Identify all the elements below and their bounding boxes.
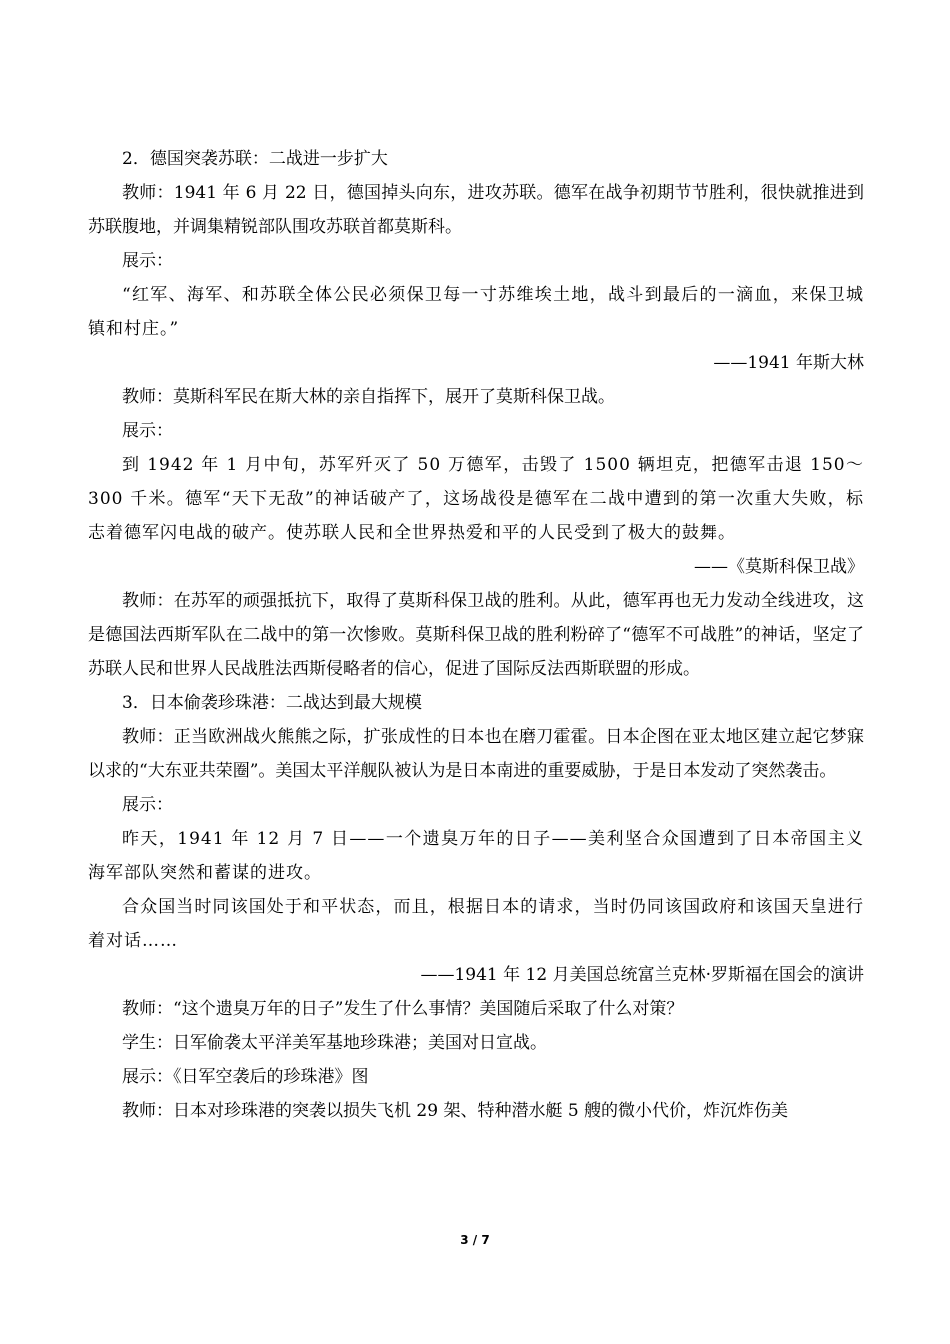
student-paragraph: 学生：日军偷袭太平洋美军基地珍珠港；美国对日宣战。 <box>122 1033 547 1053</box>
teacher-paragraph: 教师：“这个遗臭万年的日子”发生了什么事情？美国随后采取了什么对策？ <box>122 999 684 1019</box>
moscow-quote: 到 1942 年 1 月中旬，苏军歼灭了 50 万德军，击毁了 1500 辆坦克，把德军击退 150～300 千米。德军“天下无敌”的神话破产了，这场战役是德军在二战中遭到的第一次重大失败，标志着德军闪电战的破产。使苏联人民和全世界热爱和平的人民受到了极大的鼓舞。 <box>88 455 864 543</box>
section-heading-3: 3．日本偷袭珍珠港：二战达到最大规模 <box>122 693 422 713</box>
show-label: 展示： <box>122 795 173 815</box>
quote-source: ——1941 年斯大林 <box>713 353 864 373</box>
show-label: 展示： <box>122 421 173 441</box>
show-label: 展示： <box>122 251 173 271</box>
roosevelt-quote-2: 合众国当时同该国处于和平状态，而且，根据日本的请求，当时仍同该国政府和该国天皇进行着对话…… <box>88 897 864 951</box>
quote-source: ——1941 年 12 月美国总统富兰克林·罗斯福在国会的演讲 <box>420 965 864 985</box>
stalin-quote: “红军、海军、和苏联全体公民必须保卫每一寸苏维埃土地，战斗到最后的一滴血，来保卫城镇和村庄。” <box>88 285 864 339</box>
quote-source: ——《莫斯科保卫战》 <box>694 557 864 577</box>
section-heading-2: 2．德国突袭苏联：二战进一步扩大 <box>122 149 388 169</box>
teacher-paragraph: 教师：正当欧洲战火熊熊之际，扩张成性的日本也在磨刀霍霍。日本企图在亚太地区建立起它梦寐以求的“大东亚共荣圈”。美国太平洋舰队被认为是日本南进的重要威胁，于是日本发动了突然袭击。 <box>88 727 864 781</box>
teacher-paragraph: 教师：在苏军的顽强抵抗下，取得了莫斯科保卫战的胜利。从此，德军再也无力发动全线进攻，这是德国法西斯军队在二战中的第一次惨败。莫斯科保卫战的胜利粉碎了“德军不可战胜”的神话，坚定了苏联人民和世界人民战胜法西斯侵略者的信心，促进了国际反法西斯联盟的形成。 <box>88 591 864 679</box>
teacher-paragraph: 教师：1941 年 6 月 22 日，德国掉头向东，进攻苏联。德军在战争初期节节胜利，很快就推进到苏联腹地，并调集精锐部队围攻苏联首都莫斯科。 <box>88 183 864 237</box>
teacher-paragraph: 教师：莫斯科军民在斯大林的亲自指挥下，展开了莫斯科保卫战。 <box>122 387 615 407</box>
roosevelt-quote-1: 昨天，1941 年 12 月 7 日——一个遗臭万年的日子——美利坚合众国遭到了日本帝国主义海军部队突然和蓄谋的进攻。 <box>88 829 864 883</box>
teacher-paragraph: 教师：日本对珍珠港的突袭以损失飞机 29 架、特种潜水艇 5 艘的微小代价，炸沉炸伤美 <box>122 1101 789 1121</box>
document-body <box>88 142 864 1128</box>
page-number: 3 / 7 <box>460 1233 490 1247</box>
show-label: 展示：《日军空袭后的珍珠港》图 <box>122 1067 369 1087</box>
